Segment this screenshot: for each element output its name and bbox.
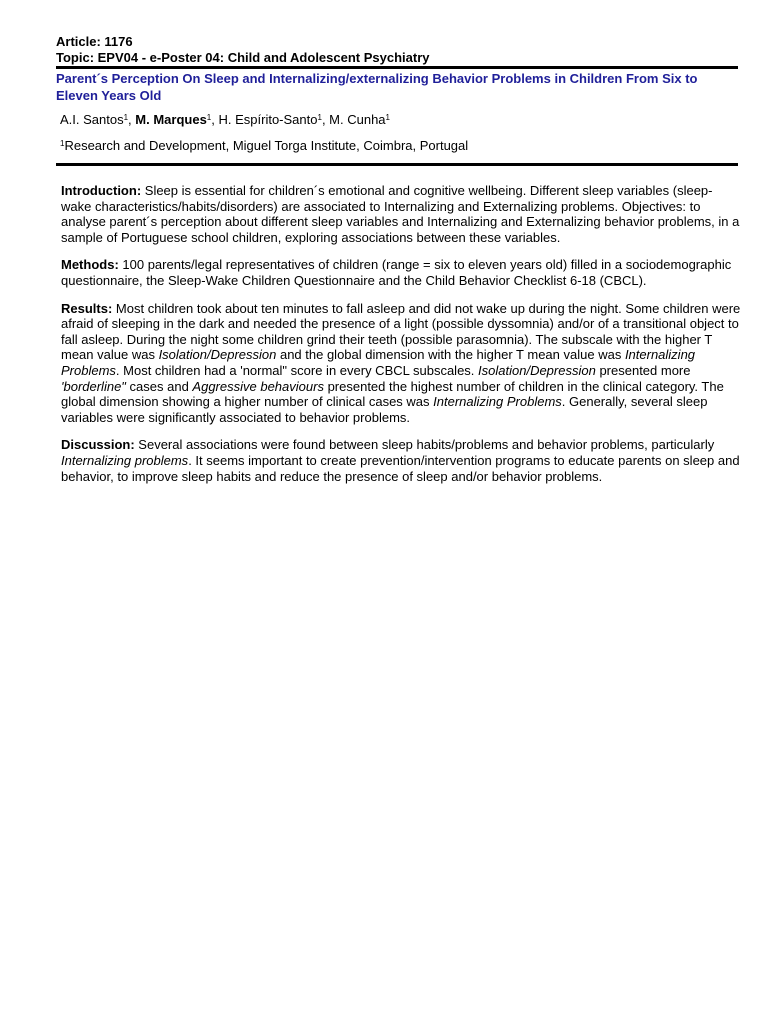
author-separator: , <box>321 112 330 127</box>
author-separator: , <box>128 112 136 127</box>
affiliation-divider <box>56 163 738 166</box>
author-name: H. Espírito-Santo <box>218 112 318 127</box>
section-text: . Most children had a 'normal" score in every CBCL subscales. <box>115 362 479 378</box>
section-label: Results: <box>61 300 113 316</box>
section-text: and the global dimension with the higher T mean value was <box>276 347 625 363</box>
section-text: 100 parents/legal representatives of children (range = six to eleven years old) filled in a sociodemographic questionnaire, the Sleep-Wake Children Questionnaire and the Child Behavior Checklist 6-18 (CBCL). <box>61 257 732 288</box>
methods-section <box>61 257 741 288</box>
author-affiliation-mark: 1 <box>123 113 129 122</box>
author-name: A.I. Santos <box>60 112 124 127</box>
affiliation-mark: 1 <box>60 139 65 148</box>
section-text: Several associations were found between sleep habits/problems and behavior problems, particularly <box>134 437 715 453</box>
section-label: Methods: <box>61 257 119 273</box>
section-text: presented the highest number of children in the clinical category. The global dimension showing a higher number of clinical cases was <box>61 378 724 410</box>
abstract-page <box>56 0 741 496</box>
article-number: Article: 1176 <box>56 34 133 49</box>
author-separator: , <box>211 112 219 127</box>
author-name: M. Cunha <box>329 112 386 127</box>
discussion-section <box>61 437 741 484</box>
section-label: Discussion: <box>61 437 135 453</box>
section-label: Introduction: <box>61 183 142 198</box>
results-section <box>61 301 741 426</box>
author-affiliation-mark: 1 <box>317 113 322 122</box>
header-divider <box>56 66 738 69</box>
section-text: presented more <box>595 362 691 378</box>
section-text: . Generally, several sleep variables were significantly associated to behavior problems. <box>61 394 708 425</box>
topic-line: Topic: EPV04 - e-Poster 04: Child and Adolescent Psychiatry <box>56 50 430 65</box>
emphasis-text: Aggressive behaviours <box>192 378 324 394</box>
emphasis-text: Internalizing Problems <box>61 347 696 378</box>
emphasis-text: Internalizing problems <box>61 452 189 468</box>
emphasis-text: Isolation/Depression <box>158 347 277 363</box>
abstract-title: Parent´s Perception On Sleep and Internalizing/externalizing Behavior Problems in Children From Six to Eleven Years Old <box>56 71 698 103</box>
presenting-author-name: M. Marques <box>135 112 207 127</box>
author-list <box>60 112 738 128</box>
author-affiliation-mark: 1 <box>206 113 212 122</box>
section-text: . It seems important to create prevention/intervention programs to educate parents on sleep and behavior, to improve sleep habits and reduce the presence of sleep and/or behavior problems. <box>61 452 740 484</box>
section-text: cases and <box>125 378 193 394</box>
affiliation-text: Research and Development, Miguel Torga Institute, Coimbra, Portugal <box>64 138 469 153</box>
affiliation <box>60 138 738 154</box>
emphasis-text: 'borderline" <box>61 378 126 394</box>
emphasis-text: Internalizing Problems <box>433 394 562 410</box>
abstract-body <box>61 183 741 484</box>
section-text: Sleep is essential for children´s emotional and cognitive wellbeing. Different sleep variables (sleep-wake characteristics/habits/disorders) are associated to Internalizing and Externalizing problems. Objectives: to analyse parent´s perception about different sleep variables and Internalizing and Externalizing behavior problems, in a sample of Portuguese school children, exploring associations between these variables. <box>61 183 740 245</box>
author-affiliation-mark: 1 <box>385 113 390 122</box>
section-text: Most children took about ten minutes to fall asleep and did not wake up during the night. Some children were afraid of sleeping in the dark and needed the presence of a light (possible dyssomnia) and/or of a transitional object to fall asleep. During the night some children grind their teeth (possible parasomnia). The subscale with the higher T mean value was <box>61 300 741 363</box>
emphasis-text: Isolation/Depression <box>478 362 596 378</box>
introduction-section <box>61 183 741 245</box>
